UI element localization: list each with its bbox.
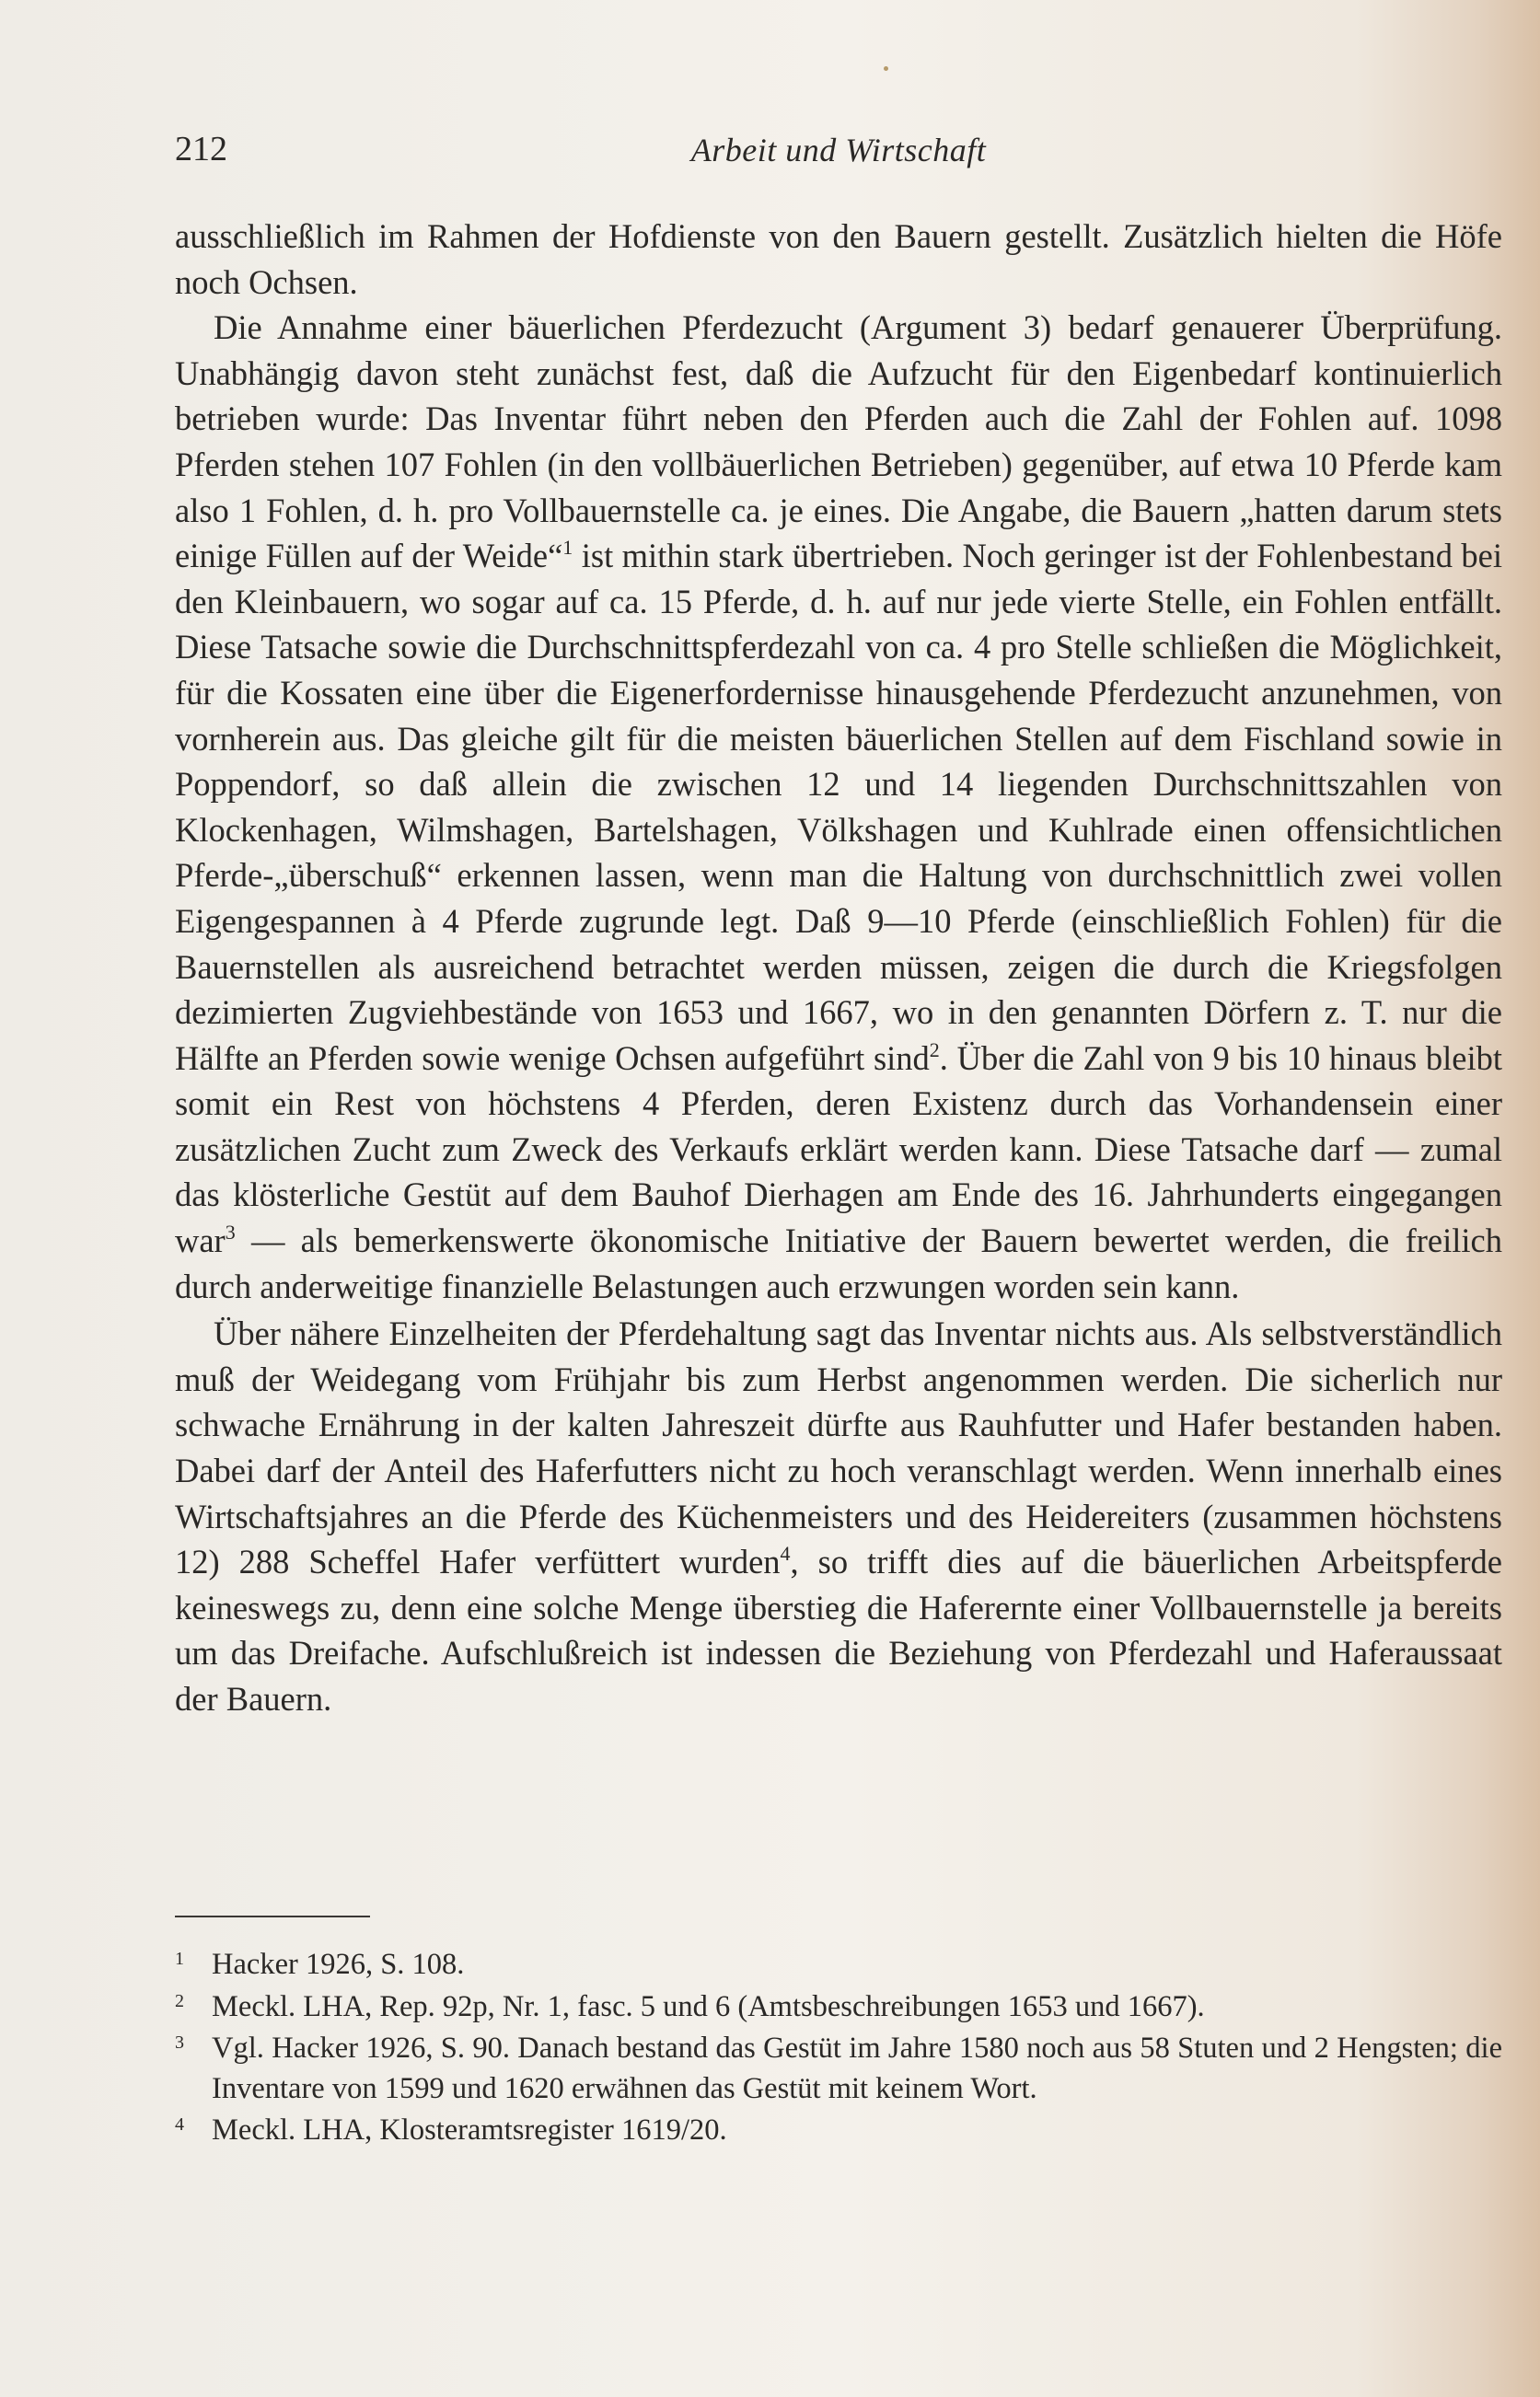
footnote-1 — [175, 1945, 1502, 1986]
paragraph-2-text-c: . Über die Zahl von 9 bis 10 hinaus bleibt somit ein Rest von höchstens 4 Pferden, deren Existenz durch das Vorhandensein einer zusätzlichen Zucht zum Zweck des Verkaufs erklärt werden kann. Diese Tatsache darf — zumal das klösterliche Gestüt auf dem Bauhof Dierhagen am Ende des 16. Jahrhunderts eingegangen war — [175, 1038, 1502, 1260]
book-page — [175, 0, 1502, 2397]
footnotes — [175, 1945, 1502, 2153]
footnote-number: 4 — [175, 2114, 184, 2135]
paragraph-3-text-a: Über nähere Einzelheiten der Pferdehaltung sagt das Inventar nichts aus. Als selbstverständlich muß der Weidegang vom Frühjahr bis zum Herbst angenommen werden. Die sicherlich nur schwache Ernährung in der kalten Jahreszeit dürfte aus Rauhfutter und Hafer bestanden haben. Dabei darf der Anteil des Haferfutters nicht zu hoch veranschlagt werden. Wenn innerhalb eines Wirtschaftsjahres an die Pferde des Küchenmeisters und des Heidereiters (zusammen höchstens 12) 288 Scheffel Hafer verfüttert wurden — [175, 1314, 1502, 1581]
footnote-ref-3: 3 — [225, 1221, 236, 1245]
running-title: Arbeit und Wirtschaft — [690, 132, 987, 168]
paragraph-1-text: ausschließlich im Rahmen der Hofdienste von den Bauern gestellt. Zusätzlich hielten die Höfe noch Ochsen. — [175, 217, 1502, 301]
footnote-number: 2 — [175, 1990, 184, 2011]
paragraph-2-text-b: ist mithin stark übertrieben. Noch geringer ist der Fohlenbestand bei den Kleinbauern, wo sogar auf ca. 15 Pferde, d. h. auf nur jede vierte Stelle, ein Fohlen entfällt. Diese Tatsache sowie die Durchschnittspferdezahl von ca. 4 pro Stelle schließen die Möglichkeit, für die Kossaten eine über die Eigenerfordernisse hinausgehende Pferdezucht anzunehmen, von vornherein aus. Das gleiche gilt für die meisten bäuerlichen Stellen auf dem Fischland sowie in Poppendorf, so daß allein die zwischen 12 und 14 liegenden Durchschnittszahlen von Klockenhagen, Wilmshagen, Bartelshagen, Völkshagen und Kuhlrade einen offensichtlichen Pferde-„überschuß“ erkennen lassen, wenn man die Haltung von durchschnittlich zwei vollen Eigengespannen à 4 Pferde zugrunde legt. Daß 9—10 Pferde (einschließlich Fohlen) für die Bauernstellen als ausreichend betrachtet werden müssen, zeigen die durch die Kriegsfolgen dezimierten Zugviehbestände von 1653 und 1667, wo in den genannten Dörfern z. T. nur die Hälfte an Pferden sowie wenige Ochsen aufgeführt sind — [175, 537, 1502, 1077]
paragraph-2-text-d: — als bemerkenswerte ökonomische Initiative der Bauern bewertet werden, die freilich durch anderweitige finanzielle Belastungen auch erzwungen worden sein kann. — [175, 1222, 1502, 1305]
footnote-text: Meckl. LHA, Klosteramtsregister 1619/20. — [212, 2113, 727, 2147]
footnote-divider — [175, 1916, 370, 1917]
page-number: 212 — [175, 130, 227, 168]
paragraph-3 — [175, 1311, 1502, 1721]
paragraph-1 — [175, 214, 1502, 305]
footnote-text: Hacker 1926, S. 108. — [212, 1948, 465, 1981]
footnote-number: 3 — [175, 2032, 184, 2053]
paragraph-3-text-b: , so trifft dies auf die bäuerlichen Arbeitspferde keineswegs zu, denn eine solche Menge überstieg die Haferernte einer Vollbauernstelle ja bereits um das Dreifache. Aufschlußreich ist indessen die Beziehung von Pferdezahl und Haferaussaat der Bauern. — [175, 1543, 1503, 1718]
footnote-3 — [175, 2029, 1502, 2109]
footnote-ref-2: 2 — [929, 1037, 940, 1061]
body-text — [175, 214, 1502, 1722]
footnote-4 — [175, 2111, 1502, 2151]
footnote-number: 1 — [175, 1949, 184, 1969]
running-head — [175, 129, 1502, 175]
footnote-2 — [175, 1987, 1502, 2028]
footnote-ref-4: 4 — [780, 1542, 791, 1566]
paragraph-2-text-a: Die Annahme einer bäuerlichen Pferdezucht (Argument 3) bedarf genauerer Überprüfung. Unabhängig davon steht zunächst fest, daß die Aufzucht für den Eigenbedarf kontinuierlich betrieben wurde: Das Inventar führt neben den Pferden auch die Zahl der Fohlen auf. 1098 Pferden stehen 107 Fohlen (in den vollbäuerlichen Betrieben) gegenüber, auf etwa 10 Pferde kam also 1 Fohlen, d. h. pro Vollbauernstelle ca. je eines. Die Angabe, die Bauern „hatten darum stets einige Füllen auf der Weide“ — [175, 308, 1502, 575]
paragraph-2 — [175, 305, 1502, 1309]
footnote-text: Vgl. Hacker 1926, S. 90. Danach bestand das Gestüt im Jahre 1580 noch aus 58 Stuten und 2 Hengsten; die Inventare von 1599 und 1620 erwähnen das Gestüt mit keinem Wort. — [212, 2032, 1502, 2105]
footnote-text: Meckl. LHA, Rep. 92p, Nr. 1, fasc. 5 und 6 (Amtsbeschreibungen 1653 und 1667). — [212, 1989, 1205, 2023]
footnote-ref-1: 1 — [562, 536, 573, 560]
